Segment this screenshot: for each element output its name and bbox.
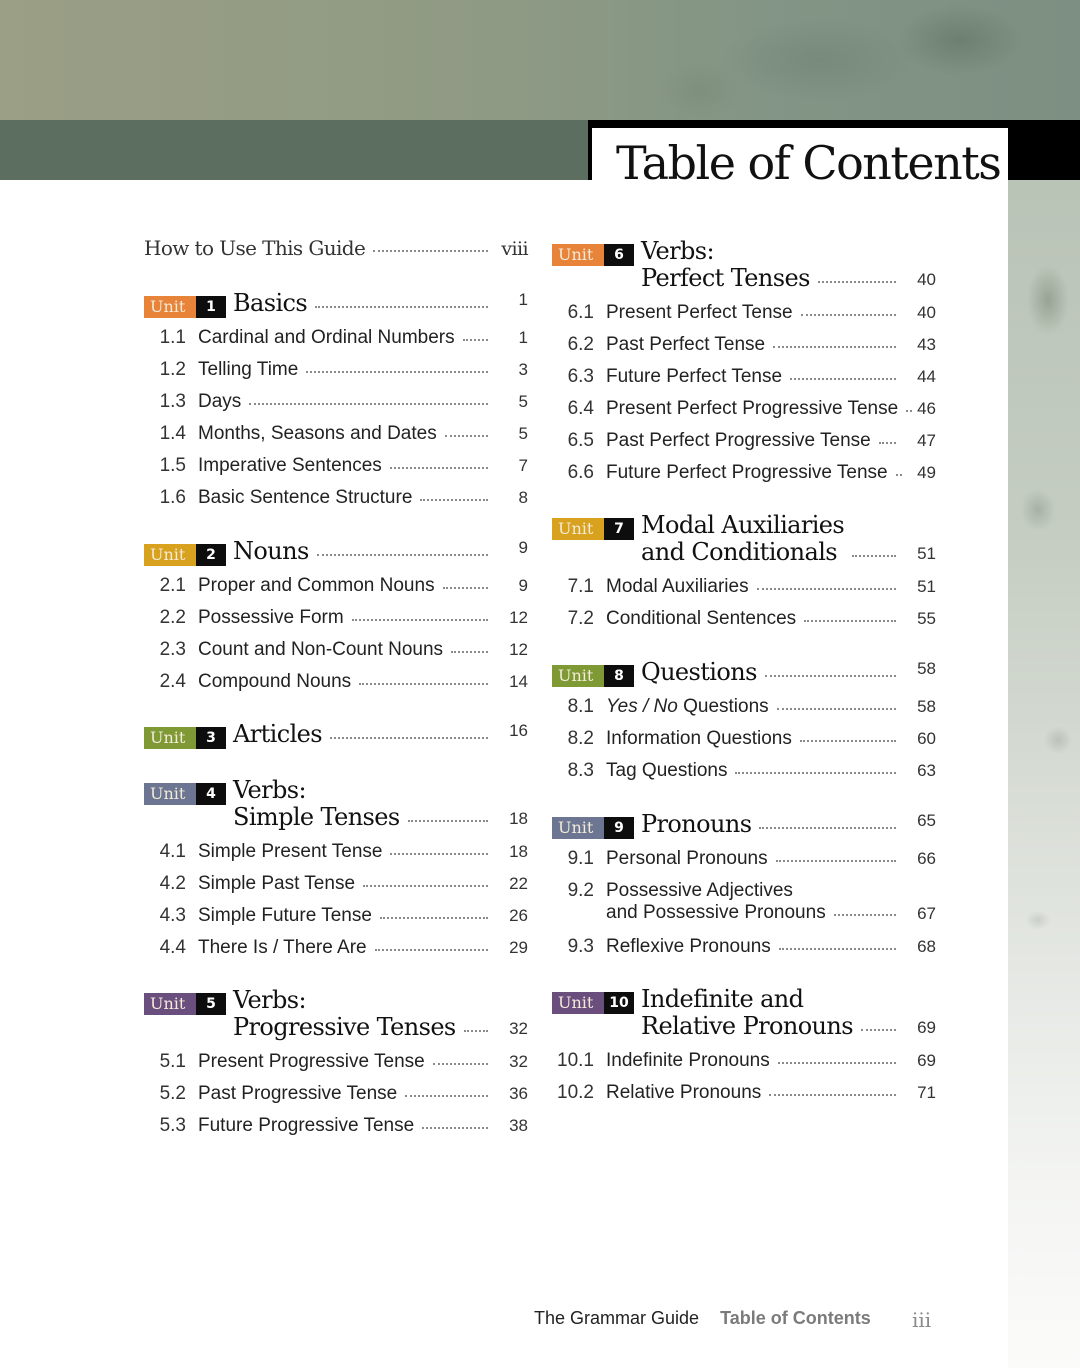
unit-badge	[144, 783, 226, 805]
dot-leader	[463, 339, 488, 341]
page-number: 9	[518, 576, 528, 595]
unit-badge	[144, 296, 226, 318]
dot-leader	[896, 474, 902, 476]
page-number: 40	[917, 303, 936, 322]
section-entry[interactable]	[552, 1050, 936, 1072]
dot-leader	[879, 442, 896, 444]
unit-label: Unit	[144, 296, 196, 318]
unit-heading-2[interactable]	[144, 538, 528, 566]
header-background-image	[0, 0, 1080, 122]
dot-leader	[765, 675, 896, 677]
unit-heading-8[interactable]	[552, 659, 936, 687]
section-number: 2.2	[159, 607, 186, 628]
page-number: 16	[509, 721, 528, 740]
unit-number: 9	[604, 817, 634, 839]
section-entry[interactable]	[144, 1051, 528, 1073]
section-number: 1.3	[159, 391, 186, 412]
section-number: 1.1	[159, 327, 186, 348]
page-number: 3	[518, 360, 528, 379]
dot-leader	[773, 346, 896, 348]
unit-label: Unit	[552, 244, 604, 266]
dot-leader	[834, 914, 896, 916]
dot-leader	[390, 467, 488, 469]
section-number: 7.1	[567, 576, 594, 597]
dot-leader	[390, 853, 488, 855]
unit-title: Modal Auxiliaries and Conditionals	[641, 511, 845, 566]
page-number: 32	[509, 1019, 528, 1038]
section-number: 2.1	[159, 575, 186, 596]
unit-number: 5	[196, 993, 226, 1015]
unit-heading-1[interactable]	[144, 290, 528, 318]
unit-number: 4	[196, 783, 226, 805]
unit-label: Unit	[144, 783, 196, 805]
page-footer	[534, 1308, 932, 1332]
section-title: Indefinite Pronouns	[606, 1050, 770, 1071]
footer-section-title: Table of Contents	[720, 1308, 871, 1328]
page-number: 12	[509, 640, 528, 659]
section-title: Present Progressive Tense	[198, 1051, 425, 1072]
section-number: 6.4	[567, 398, 594, 419]
dot-leader	[757, 588, 896, 590]
section-title: Tag Questions	[606, 760, 728, 781]
page-number: 49	[917, 463, 936, 482]
unit-number: 1	[196, 296, 226, 318]
page-number: 51	[917, 544, 936, 563]
dot-leader	[852, 555, 896, 557]
unit-title: Basics	[233, 289, 308, 317]
unit-title: Pronouns	[641, 810, 752, 838]
section-number: 10.1	[557, 1050, 594, 1071]
dot-leader	[445, 435, 488, 437]
page-number: 47	[917, 431, 936, 450]
dot-leader	[330, 737, 488, 739]
page-number: 29	[509, 938, 528, 957]
section-number: 1.4	[159, 423, 186, 444]
page-number: 36	[509, 1084, 528, 1103]
page-number: 5	[518, 424, 528, 443]
dot-leader	[359, 683, 488, 685]
page-number: 5	[518, 392, 528, 411]
unit-label: Unit	[552, 518, 604, 540]
dot-leader	[443, 587, 488, 589]
section-number: 5.1	[159, 1051, 186, 1072]
unit-heading-10[interactable]	[552, 986, 936, 1040]
unit-badge	[144, 993, 226, 1015]
dot-leader	[373, 250, 488, 252]
page-number: 12	[509, 608, 528, 627]
unit-number: 6	[604, 244, 634, 266]
section-number: 1.2	[159, 359, 186, 380]
section-number: 4.2	[159, 873, 186, 894]
unit-number: 8	[604, 665, 634, 687]
dot-leader	[801, 314, 896, 316]
section-entry[interactable]	[552, 302, 936, 324]
section-entry[interactable]	[552, 462, 936, 484]
section-number: 6.3	[567, 366, 594, 387]
dot-leader	[804, 620, 896, 622]
page-number: 46	[917, 399, 936, 418]
unit-heading-7[interactable]	[552, 512, 936, 566]
page-number: 32	[509, 1052, 528, 1071]
section-number: 8.1	[567, 696, 594, 717]
section-title: Past Perfect Progressive Tense	[606, 430, 871, 451]
section-title: Possessive Form	[198, 607, 344, 628]
unit-title: Indefinite and Relative Pronouns	[641, 985, 853, 1040]
section-title: Future Perfect Progressive Tense	[606, 462, 888, 483]
page-number: 60	[917, 729, 936, 748]
section-entry[interactable]	[552, 366, 936, 388]
section-entry[interactable]	[552, 1082, 936, 1104]
section-title: Personal Pronouns	[606, 848, 768, 869]
section-title: Information Questions	[606, 728, 792, 749]
page-number: 18	[509, 842, 528, 861]
unit-title: Verbs: Perfect Tenses	[641, 237, 810, 292]
section-entry[interactable]	[144, 423, 528, 445]
page-number: 68	[917, 937, 936, 956]
section-entry[interactable]	[144, 1083, 528, 1105]
page-number: 55	[917, 609, 936, 628]
section-entry[interactable]	[144, 1115, 528, 1137]
section-title: Future Progressive Tense	[198, 1115, 415, 1136]
dot-leader	[779, 948, 896, 950]
unit-heading-4[interactable]	[144, 777, 528, 831]
dot-leader	[363, 885, 488, 887]
dot-leader	[422, 1127, 488, 1129]
dot-leader	[777, 708, 896, 710]
unit-badge	[552, 518, 634, 540]
unit-number: 7	[604, 518, 634, 540]
unit-badge	[552, 244, 634, 266]
section-entry[interactable]	[552, 430, 936, 452]
section-title: Compound Nouns	[198, 671, 352, 692]
section-title: Future Perfect Tense	[606, 366, 783, 387]
unit-label: Unit	[552, 665, 604, 687]
dot-leader	[818, 281, 896, 283]
section-number: 1.6	[159, 487, 186, 508]
section-title: Yes / No Questions	[606, 696, 769, 717]
section-title: Present Perfect Tense	[606, 302, 793, 323]
page-number: 43	[917, 335, 936, 354]
section-entry[interactable]	[552, 728, 936, 750]
page-number: 58	[917, 659, 936, 678]
dot-leader	[352, 619, 488, 621]
section-number: 4.3	[159, 905, 186, 926]
page-number: 1	[518, 328, 528, 347]
section-entry[interactable]	[552, 936, 936, 958]
section-number: 4.1	[159, 841, 186, 862]
page-number: 67	[917, 904, 936, 923]
section-number: 6.2	[567, 334, 594, 355]
unit-label: Unit	[552, 817, 604, 839]
dot-leader	[408, 820, 488, 822]
dot-leader	[380, 917, 488, 919]
section-number: 5.2	[159, 1083, 186, 1104]
section-entry[interactable]	[144, 873, 528, 895]
dot-leader	[776, 860, 896, 862]
dot-leader	[861, 1029, 896, 1031]
section-entry[interactable]	[552, 576, 936, 598]
page-title: Table of Contents	[616, 136, 1001, 190]
unit-title: Nouns	[233, 537, 309, 565]
section-title: There Is / There Are	[198, 937, 367, 958]
unit-badge	[552, 992, 634, 1014]
section-number: 10.2	[557, 1082, 594, 1103]
section-title: Months, Seasons and Dates	[198, 423, 437, 444]
unit-badge	[552, 817, 634, 839]
page-number: 7	[518, 456, 528, 475]
section-title: Modal Auxiliaries	[606, 576, 749, 597]
toc-intro-entry[interactable]	[144, 236, 528, 260]
page-number: 18	[509, 809, 528, 828]
unit-badge	[552, 665, 634, 687]
page-number: 9	[518, 538, 528, 557]
section-number: 9.1	[567, 848, 594, 869]
entry-title: How to Use This Guide	[144, 236, 366, 260]
page-number: 8	[518, 488, 528, 507]
section-number: 1.5	[159, 455, 186, 476]
section-title: Count and Non-Count Nouns	[198, 639, 444, 660]
footer-book-title: The Grammar Guide	[534, 1308, 700, 1328]
section-entry[interactable]	[552, 398, 936, 420]
dot-leader	[375, 949, 488, 951]
section-entry[interactable]	[144, 575, 528, 597]
page-number: 58	[917, 697, 936, 716]
page-number: 26	[509, 906, 528, 925]
section-title: Proper and Common Nouns	[198, 575, 435, 596]
unit-badge	[144, 727, 226, 749]
dot-leader	[778, 1062, 896, 1064]
page-number: 1	[518, 290, 528, 309]
unit-number: 3	[196, 727, 226, 749]
section-title: Conditional Sentences	[606, 608, 797, 629]
page-number: viii	[501, 238, 528, 260]
section-number: 6.5	[567, 430, 594, 451]
dot-leader	[405, 1095, 488, 1097]
section-number: 5.3	[159, 1115, 186, 1136]
unit-badge	[144, 544, 226, 566]
section-title: Imperative Sentences	[198, 455, 382, 476]
dot-leader	[790, 378, 896, 380]
unit-label: Unit	[144, 993, 196, 1015]
unit-heading-3[interactable]	[144, 721, 528, 749]
page-number: 71	[917, 1083, 936, 1102]
section-entry[interactable]	[552, 696, 936, 718]
section-number: 9.2	[567, 880, 594, 901]
section-title: Past Progressive Tense	[198, 1083, 398, 1104]
unit-label: Unit	[552, 992, 604, 1014]
page-number: 69	[917, 1051, 936, 1070]
section-number: 4.4	[159, 937, 186, 958]
dot-leader	[317, 554, 488, 556]
section-entry[interactable]	[144, 937, 528, 959]
section-number: 8.3	[567, 760, 594, 781]
section-entry[interactable]	[144, 905, 528, 927]
section-number: 8.2	[567, 728, 594, 749]
section-number: 9.3	[567, 936, 594, 957]
section-title: Simple Present Tense	[198, 841, 383, 862]
section-entry[interactable]	[144, 359, 528, 381]
section-entry[interactable]	[144, 391, 528, 413]
dot-leader	[315, 306, 488, 308]
dot-leader	[306, 371, 488, 373]
page-number: 51	[917, 577, 936, 596]
header-green-band	[0, 120, 590, 180]
unit-label: Unit	[144, 544, 196, 566]
section-entry[interactable]	[144, 455, 528, 477]
section-number: 2.3	[159, 639, 186, 660]
section-entry[interactable]	[552, 334, 936, 356]
dot-leader	[451, 651, 488, 653]
section-number: 7.2	[567, 608, 594, 629]
unit-title: Questions	[641, 658, 757, 686]
section-entry[interactable]	[144, 639, 528, 661]
section-title: Present Perfect Progressive Tense	[606, 398, 899, 419]
page-number: 65	[917, 811, 936, 830]
section-title: Past Perfect Tense	[606, 334, 766, 355]
dot-leader	[420, 499, 488, 501]
page-number: 66	[917, 849, 936, 868]
footer-page-number: iii	[912, 1308, 932, 1332]
dot-leader	[735, 772, 896, 774]
page-number: 40	[917, 270, 936, 289]
section-title: Days	[198, 391, 242, 412]
page-number: 44	[917, 367, 936, 386]
section-number: 2.4	[159, 671, 186, 692]
section-title: Cardinal and Ordinal Numbers	[198, 327, 455, 348]
unit-title: Verbs: Simple Tenses	[233, 776, 400, 831]
unit-title: Articles	[233, 720, 322, 748]
section-entry[interactable]	[144, 327, 528, 349]
section-entry[interactable]	[144, 487, 528, 509]
section-title: Simple Future Tense	[198, 905, 372, 926]
section-entry[interactable]	[144, 841, 528, 863]
section-entry[interactable]	[552, 848, 936, 870]
section-title: Simple Past Tense	[198, 873, 356, 894]
dot-leader	[800, 740, 896, 742]
unit-label: Unit	[144, 727, 196, 749]
section-title: Telling Time	[198, 359, 299, 380]
section-number: 6.6	[567, 462, 594, 483]
dot-leader	[433, 1063, 488, 1065]
unit-title: Verbs: Progressive Tenses	[233, 986, 456, 1041]
unit-heading-6[interactable]	[552, 238, 936, 292]
dot-leader	[464, 1030, 488, 1032]
section-entry[interactable]	[552, 608, 936, 630]
dot-leader	[249, 403, 488, 405]
section-title: Basic Sentence Structure	[198, 487, 413, 508]
dot-leader	[759, 827, 896, 829]
side-decorative-strip	[1008, 180, 1080, 1368]
section-number: 6.1	[567, 302, 594, 323]
page-number: 63	[917, 761, 936, 780]
section-entry[interactable]	[552, 760, 936, 782]
section-title: Relative Pronouns	[606, 1082, 762, 1103]
page-number: 14	[509, 672, 528, 691]
page-number: 69	[917, 1018, 936, 1037]
section-title: Reflexive Pronouns	[606, 936, 771, 957]
unit-number: 2	[196, 544, 226, 566]
page-number: 22	[509, 874, 528, 893]
section-entry[interactable]	[144, 607, 528, 629]
unit-heading-9[interactable]	[552, 811, 936, 839]
section-title: Possessive Adjectives and Possessive Pronouns	[606, 880, 826, 923]
unit-heading-5[interactable]	[144, 987, 528, 1041]
section-entry[interactable]	[144, 671, 528, 693]
page-number: 38	[509, 1116, 528, 1135]
section-entry[interactable]	[552, 880, 936, 924]
unit-number: 10	[604, 992, 634, 1014]
dot-leader	[769, 1094, 896, 1096]
